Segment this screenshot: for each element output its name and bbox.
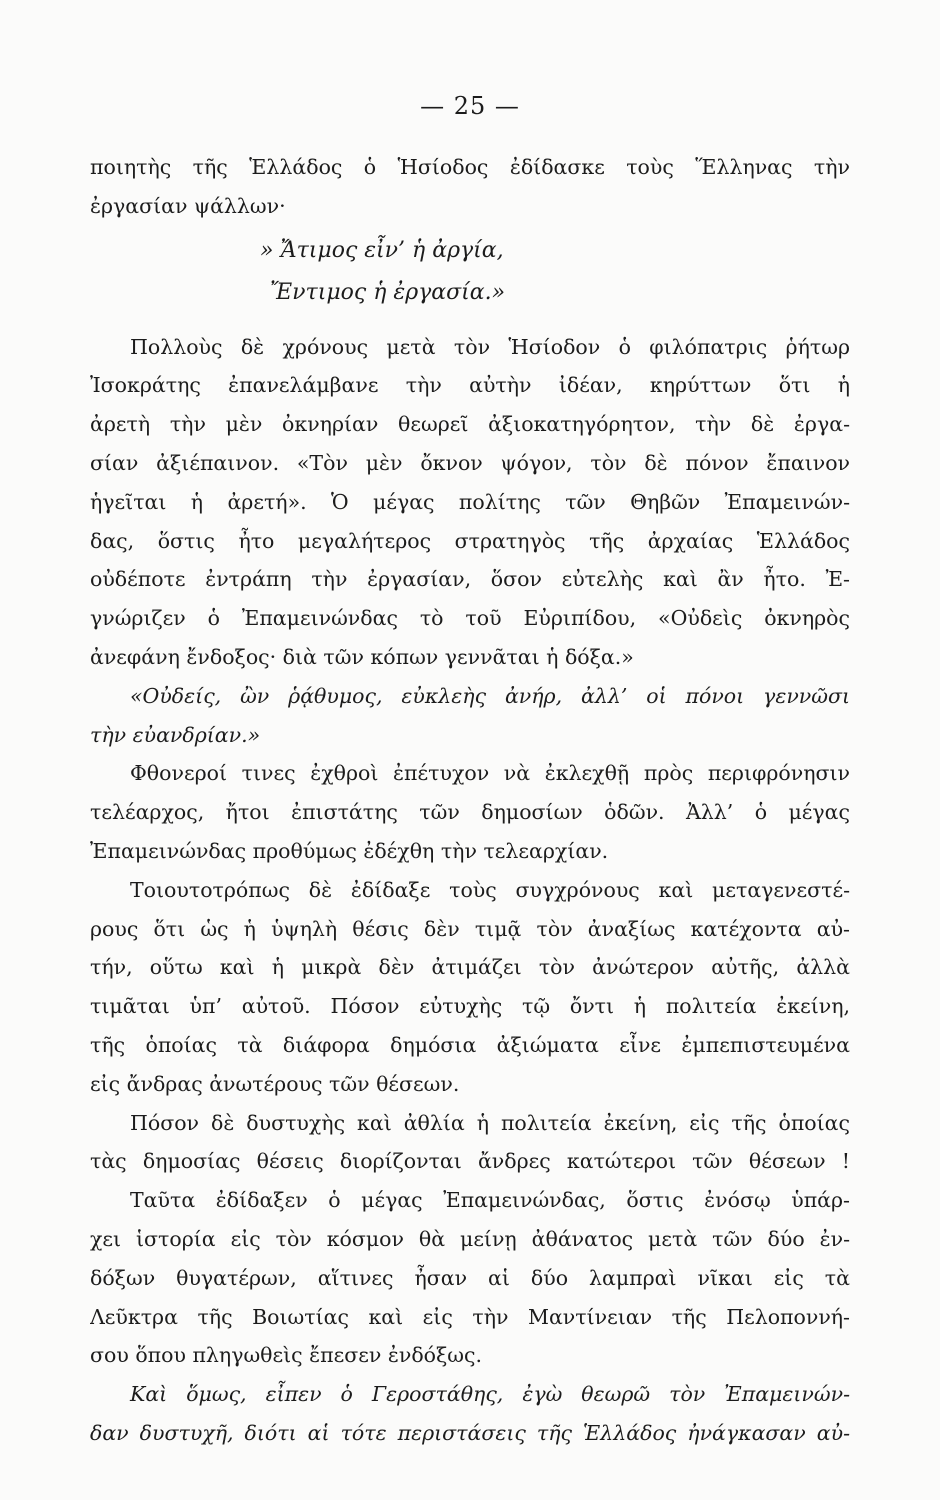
text-line: σου ὅπου πληγωθεὶς ἔπεσεν ἐνδόξως. <box>90 1343 483 1368</box>
text-line: οὐδέποτε ἐντράπη τὴν ἐργασίαν, ὅσον εὐτελὴς καὶ ἂν ἦτο. Ἐ- <box>90 567 850 592</box>
text-line: ἀνεφάνη ἔνδοξος· διὰ τῶν κόπων γεννᾶται ἡ δόξα.» <box>90 644 634 669</box>
text-line: Τοιουτοτρόπως δὲ ἐδίδαξε τοὺς συγχρόνους καὶ μεταγενεστέ- <box>130 877 850 902</box>
text-line: δας, ὅστις ἦτο μεγαλήτερος στρατηγὸς τῆς ἀρχαίας Ἑλλάδος <box>90 528 850 553</box>
text-line: τιμᾶται ὑπ’ αὐτοῦ. Πόσον εὐτυχὴς τῷ ὄντι ἡ πολιτεία ἐκείνη, <box>90 994 850 1019</box>
verse-line: Ἔντιμος ἡ ἐργασία.» <box>270 279 506 305</box>
body-text <box>90 148 850 1453</box>
text-line: σίαν ἀξιέπαινον. «Τὸν μὲν ὄκνον ψόγον, τὸν δὲ πόνον ἔπαινον <box>90 450 850 475</box>
page-number: — 25 — <box>420 92 520 120</box>
text-line: χει ἱστορία εἰς τὸν κόσμον θὰ μείνῃ ἀθάνατος μετὰ τῶν δύο ἐν- <box>90 1226 850 1251</box>
quote-line: τὴν εὐανδρίαν.» <box>90 722 261 747</box>
text-line: ρους ὅτι ὡς ἡ ὑψηλὴ θέσις δὲν τιμᾷ τὸν ἀναξίως κατέχοντα αὐ- <box>90 916 850 941</box>
text-line: ἐργασίαν ψάλλων· <box>90 193 286 218</box>
text-line: δόξων θυγατέρων, αἵτινες ἦσαν αἱ δύο λαμπραὶ νῖκαι εἰς τὰ <box>90 1265 850 1290</box>
text-line: τῆς ὁποίας τὰ διάφορα δημόσια ἀξιώματα εἶνε ἐμπεπιστευμένα <box>90 1032 850 1057</box>
text-line: Ἐπαμεινώνδας προθύμως ἐδέχθη τὴν τελεαρχίαν. <box>90 838 609 863</box>
text-line: ποιητὴς τῆς Ἑλλάδος ὁ Ἡσίοδος ἐδίδασκε τοὺς Ἕλληνας τὴν <box>90 155 850 179</box>
text-line: Ἰσοκράτης ἐπανελάμβανε τὴν αὐτὴν ἰδέαν, κηρύττων ὅτι ἡ <box>90 373 850 398</box>
text-line: Ταῦτα ἐδίδαξεν ὁ μέγας Ἐπαμεινώνδας, ὅστις ἐνόσῳ ὑπάρ- <box>130 1188 850 1213</box>
paragraph-spacer <box>90 314 850 328</box>
text-line: εἰς ἄνδρας ἀνωτέρους τῶν θέσεων. <box>90 1071 460 1096</box>
text-line: γνώριζεν ὁ Ἐπαμεινώνδας τὸ τοῦ Εὐριπίδου, «Οὐδεὶς ὀκνηρὸς <box>90 606 850 631</box>
text-line: ἀρετὴ τὴν μὲν ὀκνηρίαν θεωρεῖ ἀξιοκατηγόρητον, τὴν δὲ ἐργα- <box>90 412 850 437</box>
text-line: Λεῦκτρα τῆς Βοιωτίας καὶ εἰς τὴν Μαντίνειαν τῆς Πελοποννή- <box>90 1304 850 1329</box>
text-line: ἡγεῖται ἡ ἀρετή». Ὁ μέγας πολίτης τῶν Θηβῶν Ἐπαμεινών- <box>90 489 850 514</box>
text-line: Καὶ ὅμως, εἶπεν ὁ Γεροστάθης, ἐγὼ θεωρῶ τὸν Ἐπαμεινών- <box>130 1382 850 1407</box>
text-line: τελέαρχος, ἤτοι ἐπιστάτης τῶν δημοσίων ὁδῶν. Ἀλλ’ ὁ μέγας <box>90 800 850 825</box>
text-line: Φθονεροί τινες ἐχθροὶ ἐπέτυχον νὰ ἐκλεχθῇ πρὸς περιφρόνησιν <box>130 761 850 786</box>
text-line: τήν, οὕτω καὶ ἡ μικρὰ δὲν ἀτιμάζει τὸν ἀνώτερον αὐτῆς, ἀλλὰ <box>90 955 850 980</box>
text-line: Πόσον δὲ δυστυχὴς καὶ ἀθλία ἡ πολιτεία ἐκείνη, εἰς τῆς ὁποίας <box>130 1110 850 1135</box>
text-line: Πολλοὺς δὲ χρόνους μετὰ τὸν Ἡσίοδον ὁ φιλόπατρις ῥήτωρ <box>130 334 850 359</box>
text-line: τὰς δημοσίας θέσεις διορίζονται ἄνδρες κατώτεροι τῶν θέσεων ! <box>90 1149 850 1174</box>
quote-line: «Οὐδείς, ὢν ῥᾴθυμος, εὐκλεὴς ἀνήρ, ἀλλ’ οἱ πόνοι γεννῶσι <box>130 683 850 708</box>
text-line: δαν δυστυχῆ, διότι αἱ τότε περιστάσεις τῆς Ἑλλάδος ἠνάγκασαν αὐ- <box>90 1420 850 1445</box>
verse-line: » Ἄτιμος εἶν’ ἡ ἀργία, <box>260 237 504 263</box>
